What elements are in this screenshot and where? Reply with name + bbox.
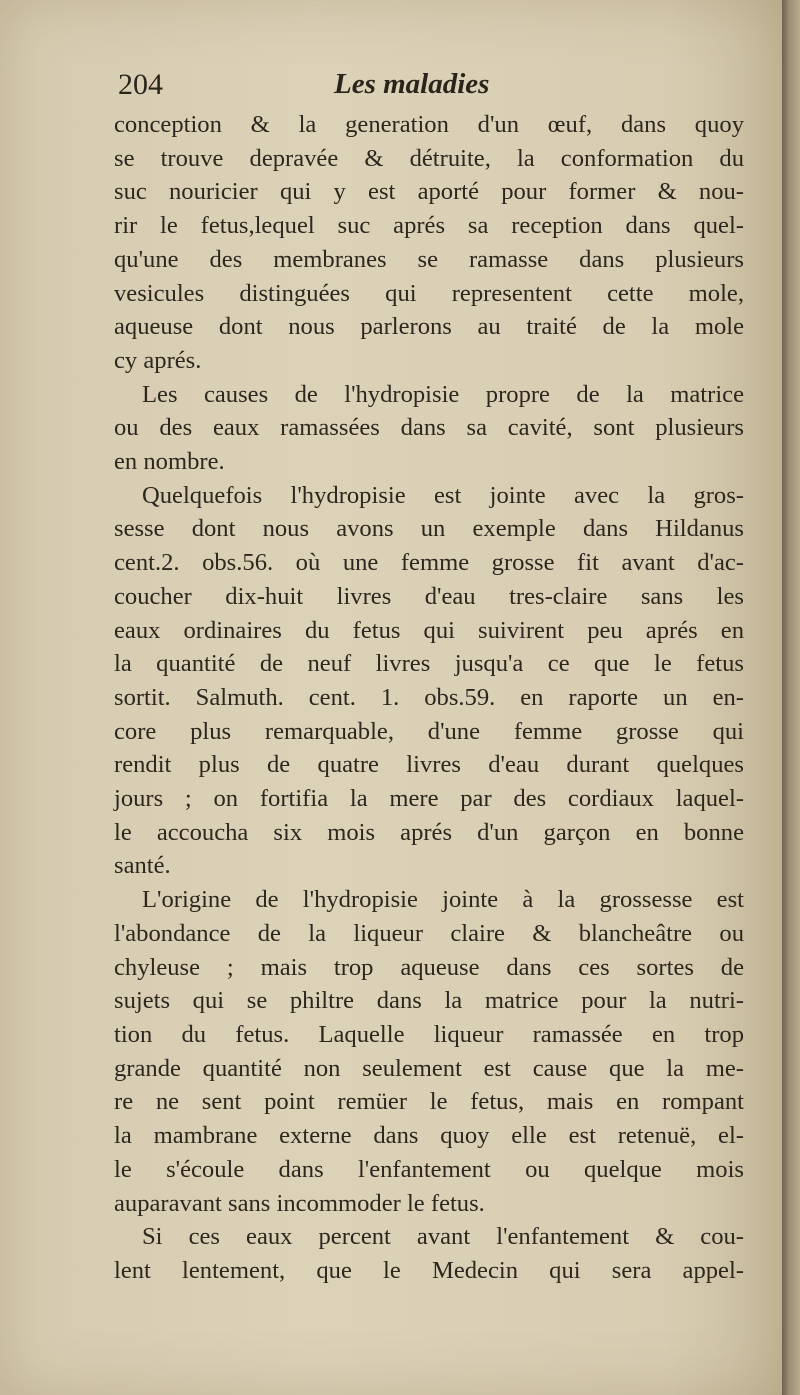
text-line: Les causes de l'hydropisie propre de la matrice bbox=[142, 380, 744, 408]
book-gutter bbox=[782, 0, 800, 1395]
text-line: eaux ordinaires du fetus qui suivirent peu aprés en bbox=[114, 616, 744, 644]
text-line: le accoucha six mois aprés d'un garçon en bonne bbox=[114, 818, 744, 846]
text-line: vesicules distinguées qui representent cette mole, bbox=[114, 279, 744, 307]
text-line: aqueuse dont nous parlerons au traité de la mole bbox=[114, 313, 744, 341]
text-line: chyleuse ; mais trop aqueuse dans ces sortes de bbox=[114, 953, 744, 981]
text-line: sujets qui se philtre dans la matrice pour la nutri- bbox=[114, 987, 744, 1015]
text-line: Si ces eaux percent avant l'enfantement & cou- bbox=[142, 1223, 744, 1251]
text-line: le s'écoule dans l'enfantement ou quelque mois bbox=[114, 1155, 744, 1183]
text-line: L'origine de l'hydropisie jointe à la grossesse est bbox=[142, 886, 744, 914]
text-line: suc nouricier qui y est aporté pour former & nou- bbox=[114, 178, 744, 206]
text-line: cent.2. obs.56. où une femme grosse fit avant d'ac- bbox=[114, 549, 744, 577]
text-line: jours ; on fortifia la mere par des cordiaux laquel- bbox=[114, 785, 744, 813]
text-line: cy aprés. bbox=[114, 346, 202, 374]
text-line: qu'une des membranes se ramasse dans plusieurs bbox=[114, 245, 744, 273]
text-line: conception & la generation d'un œuf, dans quoy bbox=[114, 111, 744, 138]
text-line: rendit plus de quatre livres d'eau durant quelques bbox=[114, 751, 744, 779]
text-line: grande quantité non seulement est cause que la me- bbox=[114, 1054, 744, 1082]
text-line: Quelquefois l'hydropisie est jointe avec la gros- bbox=[142, 481, 744, 509]
text-line: se trouve depravée & détruite, la conformation du bbox=[114, 144, 744, 172]
text-line: tion du fetus. Laquelle liqueur ramassée en trop bbox=[114, 1020, 744, 1048]
body-text bbox=[114, 108, 744, 1288]
text-line: ou des eaux ramassées dans sa cavité, sont plusieurs bbox=[114, 414, 744, 442]
text-line: sortit. Salmuth. cent. 1. obs.59. en raporte un en- bbox=[114, 683, 744, 711]
text-line: core plus remarquable, d'une femme grosse qui bbox=[114, 717, 744, 745]
text-line: rir le fetus,lequel suc aprés sa reception dans quel- bbox=[114, 212, 744, 240]
text-line: lent lentement, que le Medecin qui sera appel- bbox=[114, 1256, 744, 1284]
text-line: la mambrane externe dans quoy elle est retenuë, el- bbox=[114, 1122, 744, 1150]
page-number: 204 bbox=[118, 68, 163, 101]
text-line: sesse dont nous avons un exemple dans Hildanus bbox=[114, 515, 744, 543]
text-line: en nombre. bbox=[114, 448, 225, 476]
text-line: coucher dix-huit livres d'eau tres-claire sans les bbox=[114, 582, 744, 610]
text-line: re ne sent point remüer le fetus, mais en rompant bbox=[114, 1088, 744, 1116]
page-header bbox=[118, 68, 748, 108]
text-line: la quantité de neuf livres jusqu'a ce que le fetus bbox=[114, 650, 744, 678]
text-line: auparavant sans incommoder le fetus. bbox=[114, 1189, 485, 1217]
text-line: santé. bbox=[114, 852, 171, 880]
text-line: l'abondance de la liqueur claire & blancheâtre ou bbox=[114, 919, 744, 947]
running-title: Les maladies bbox=[334, 68, 490, 100]
